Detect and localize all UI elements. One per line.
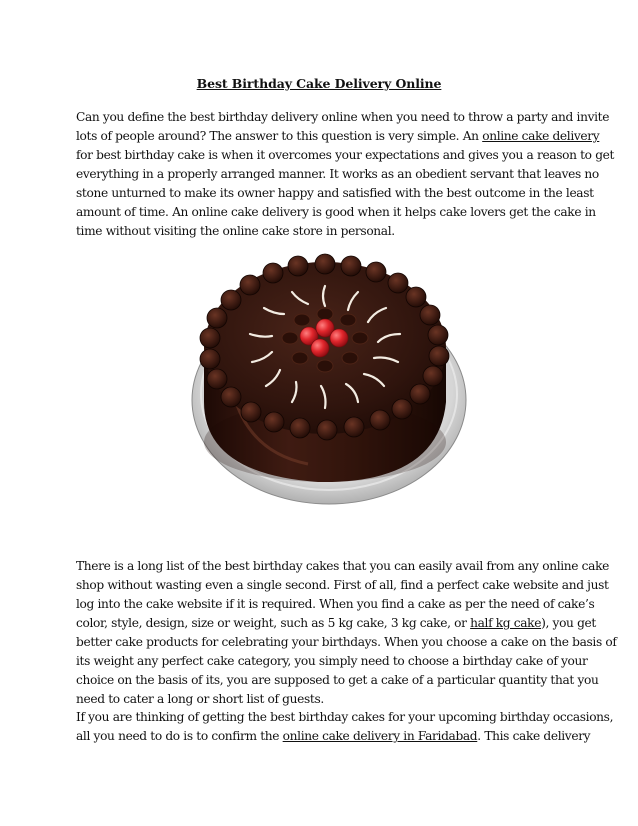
text-line: need to cater a long or short list of guests. [76, 692, 324, 706]
text-line [76, 127, 600, 146]
text-line: If you are thinking of getting the best birthday cakes for your upcoming birthday occasions, [76, 710, 614, 724]
half-kg-cake-link[interactable]: half kg cake [470, 616, 542, 630]
text-segment: . This cake delivery [477, 729, 591, 743]
text-line: stone unturned to make its owner happy and satisfied with the best outcome in the least [76, 186, 594, 200]
text-line: time without visiting the online cake store in personal. [76, 224, 395, 238]
text-segment: lots of people around? The answer to this question is very simple. An [76, 129, 483, 143]
text-segment: all you need to do is to confirm the [76, 729, 283, 743]
text-line: log into the cake website if it is required. When you find a cake as per the need of cake’s [76, 597, 595, 611]
text-line: There is a long list of the best birthday cakes that you can easily avail from any online cake [76, 559, 609, 573]
page-title: Best Birthday Cake Delivery Online [196, 76, 442, 91]
intro-paragraph [76, 108, 615, 241]
text-line: Can you define the best birthday delivery online when you need to throw a party and invite [76, 110, 610, 124]
text-line: shop without wasting even a single second. First of all, find a perfect cake website and just [76, 578, 609, 592]
text-line: choice on the basis of its, you are supposed to get a cake of a particular quantity that you [76, 673, 599, 687]
text-segment: color, style, design, size or weight, such as 5 kg cake, 3 kg cake, or [76, 616, 471, 630]
chocolate-cake-image [188, 252, 470, 514]
text-line: everything in a properly arranged manner. It works as an obedient servant that leaves no [76, 167, 599, 181]
text-line: its weight any perfect cake category, you simply need to choose a birthday cake of your [76, 654, 588, 668]
text-line [76, 727, 591, 746]
online-cake-delivery-link[interactable]: online cake delivery [482, 129, 600, 143]
text-segment: ), you get [541, 616, 596, 630]
text-line: for best birthday cake is when it overcomes your expectations and gives you a reason to get [76, 148, 615, 162]
online-cake-delivery-faridabad-link[interactable]: online cake delivery in Faridabad [282, 729, 478, 743]
text-line [76, 614, 596, 633]
cake-list-paragraph [76, 557, 617, 709]
text-line: better cake products for celebrating your birthdays. When you choose a cake on the basis of [76, 635, 617, 649]
text-line: amount of time. An online cake delivery is good when it helps cake lovers get the cake in [76, 205, 596, 219]
faridabad-paragraph [76, 708, 614, 746]
